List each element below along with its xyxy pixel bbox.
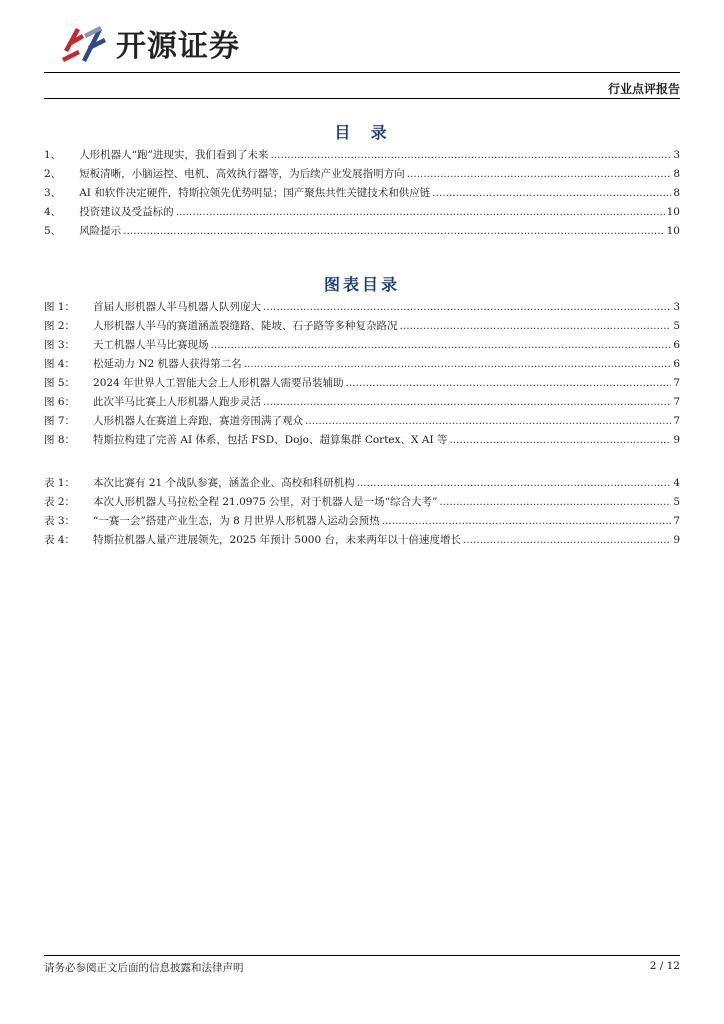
toc-entry[interactable] bbox=[44, 223, 680, 242]
figure-entry-page: 7 bbox=[673, 377, 680, 389]
figure-entry-title: 人形机器人半马的赛道涵盖裂缝路、陡坡、石子路等多种复杂路况 bbox=[93, 320, 398, 332]
toc-entry[interactable] bbox=[44, 166, 680, 185]
header-divider-bottom bbox=[44, 98, 680, 99]
toc-entry-page: 3 bbox=[673, 149, 680, 161]
leader-dots bbox=[123, 225, 664, 237]
table-entry[interactable] bbox=[44, 513, 680, 532]
toc-entry-number: 2、 bbox=[44, 168, 62, 180]
leader-dots bbox=[270, 149, 671, 161]
figure-entry-number: 图 5： bbox=[44, 377, 76, 389]
table-entry-page: 4 bbox=[673, 477, 680, 489]
figure-entry-number: 图 3： bbox=[44, 339, 76, 351]
figure-entry-title: 松延动力 N2 机器人获得第二名 bbox=[93, 358, 242, 370]
figure-entry-page: 7 bbox=[673, 415, 680, 427]
figure-entry-page: 6 bbox=[673, 339, 680, 351]
toc-entry-title: AI 和软件决定硬件，特斯拉领先优势明显；国产聚焦共性关键技术和供应链 bbox=[79, 187, 431, 199]
toc-entry[interactable] bbox=[44, 185, 680, 204]
report-type: 行业点评报告 bbox=[607, 82, 680, 96]
table-entry-number: 表 4： bbox=[44, 534, 76, 546]
table-entry-title: 本次人形机器人马拉松全程 21.0975 公里，对于机器人是一场“综合大考” bbox=[93, 496, 438, 508]
figure-entry-number: 图 4： bbox=[44, 358, 76, 370]
toc-entry-page: 10 bbox=[666, 225, 680, 237]
figure-entry-number: 图 2： bbox=[44, 320, 76, 332]
table-entry-title: 本次比赛有 21 个战队参赛，涵盖企业、高校和科研机构 bbox=[93, 477, 355, 489]
figure-entry-page: 5 bbox=[673, 320, 680, 332]
leader-dots bbox=[382, 515, 672, 527]
table-entry-page: 5 bbox=[673, 496, 680, 508]
figure-entry-title: 特斯拉构建了完善 AI 体系，包括 FSD、Dojo、超算集群 Cortex、X AI 等 bbox=[93, 434, 448, 446]
leader-dots bbox=[346, 377, 672, 389]
toc-entry-title: 人形机器人“跑”进现实，我们看到了未来 bbox=[79, 149, 269, 161]
figure-entry-page: 3 bbox=[673, 301, 680, 313]
figure-entry-number: 图 1： bbox=[44, 301, 76, 313]
figures-list bbox=[44, 299, 680, 451]
figure-entry-title: 首届人形机器人半马机器人队列庞大 bbox=[93, 301, 262, 313]
figure-entry[interactable] bbox=[44, 375, 680, 394]
figure-entry[interactable] bbox=[44, 337, 680, 356]
tables-list bbox=[44, 475, 680, 551]
leader-dots bbox=[400, 320, 672, 332]
table-entry-page: 9 bbox=[673, 534, 680, 546]
leader-dots bbox=[357, 477, 672, 489]
footer-divider bbox=[44, 955, 680, 956]
leader-dots bbox=[449, 434, 671, 446]
brand-logo bbox=[58, 20, 240, 66]
figure-entry[interactable] bbox=[44, 394, 680, 413]
toc-entry-number: 1、 bbox=[44, 149, 62, 161]
leader-dots bbox=[305, 415, 671, 427]
figure-entry-page: 9 bbox=[673, 434, 680, 446]
figure-entry-title: 此次半马比赛上人形机器人跑步灵活 bbox=[93, 396, 262, 408]
page-header bbox=[44, 18, 680, 96]
table-entry-number: 表 2： bbox=[44, 496, 76, 508]
leader-dots bbox=[263, 396, 671, 408]
table-entry-number: 表 3： bbox=[44, 515, 76, 527]
figure-entry[interactable] bbox=[44, 318, 680, 337]
figure-entry-title: 人形机器人在赛道上奔跑，赛道旁围满了观众 bbox=[93, 415, 304, 427]
leader-dots bbox=[176, 206, 665, 218]
toc-entry-page: 10 bbox=[666, 206, 680, 218]
table-entry-number: 表 1： bbox=[44, 477, 76, 489]
figure-entry-title: 天工机器人半马比赛现场 bbox=[93, 339, 209, 351]
figure-entry[interactable] bbox=[44, 432, 680, 451]
toc-entry-title: 短板清晰，小脑运控、电机、高效执行器等，为后续产业发展指明方向 bbox=[79, 168, 405, 180]
figure-entry-number: 图 6： bbox=[44, 396, 76, 408]
figure-entry-number: 图 8： bbox=[44, 434, 76, 446]
page-number: 2 / 12 bbox=[649, 960, 680, 972]
figure-entry-page: 7 bbox=[673, 396, 680, 408]
leader-dots bbox=[432, 187, 671, 199]
toc-list bbox=[44, 147, 680, 242]
leader-dots bbox=[244, 358, 672, 370]
figures-title: 图表目录 bbox=[323, 275, 400, 294]
leader-dots bbox=[407, 168, 672, 180]
toc-entry-page: 8 bbox=[673, 187, 680, 199]
header-divider bbox=[44, 72, 680, 73]
footer-disclaimer: 请务必参阅正文后面的信息披露和法律声明 bbox=[44, 962, 244, 974]
toc-entry-number: 4、 bbox=[44, 206, 62, 218]
table-entry-title: “一赛一会”搭建产业生态，为 8 月世界人形机器人运动会预热 bbox=[93, 515, 380, 527]
leader-dots bbox=[439, 496, 671, 508]
table-entry-title: 特斯拉机器人量产进展领先，2025 年预计 5000 台，未来两年以十倍速度增长 bbox=[93, 534, 461, 546]
figure-entry[interactable] bbox=[44, 413, 680, 432]
leader-dots bbox=[463, 534, 671, 546]
figure-entry-title: 2024 年世界人工智能大会上人形机器人需要吊装辅助 bbox=[93, 377, 344, 389]
brand-name: 开源证券 bbox=[116, 29, 240, 64]
toc-entry-title: 投资建议及受益标的 bbox=[79, 206, 174, 218]
toc-entry[interactable] bbox=[44, 204, 680, 223]
figure-entry[interactable] bbox=[44, 299, 680, 318]
table-entry[interactable] bbox=[44, 532, 680, 551]
toc-entry-page: 8 bbox=[673, 168, 680, 180]
table-entry[interactable] bbox=[44, 475, 680, 494]
kaiyuan-logo-icon bbox=[58, 20, 110, 66]
leader-dots bbox=[211, 339, 672, 351]
figure-entry-page: 6 bbox=[673, 358, 680, 370]
toc-entry-number: 3、 bbox=[44, 187, 62, 199]
figure-entry[interactable] bbox=[44, 356, 680, 375]
toc-entry[interactable] bbox=[44, 147, 680, 166]
table-entry[interactable] bbox=[44, 494, 680, 513]
table-entry-page: 7 bbox=[673, 515, 680, 527]
toc-title: 目 录 bbox=[334, 123, 390, 142]
toc-entry-title: 风险提示 bbox=[79, 225, 122, 237]
figure-entry-number: 图 7： bbox=[44, 415, 76, 427]
leader-dots bbox=[263, 301, 671, 313]
toc-entry-number: 5、 bbox=[44, 225, 62, 237]
